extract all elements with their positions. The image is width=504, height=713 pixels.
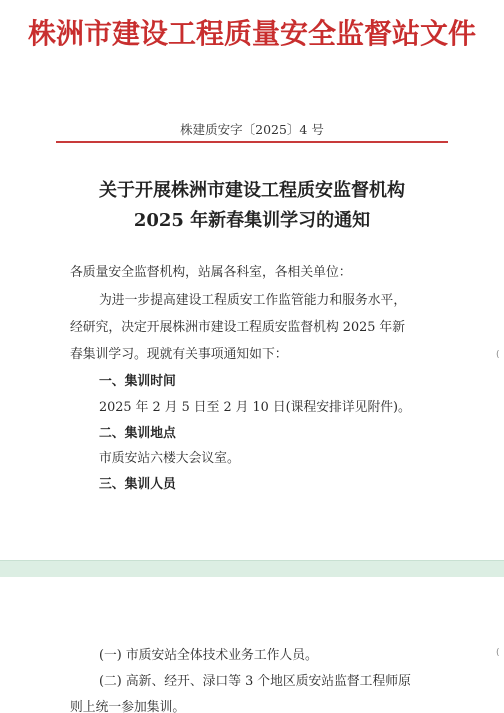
intro-line-1: 为进一步提高建设工程质安工作监管能力和服务水平，	[99, 293, 407, 308]
masthead-title: 株洲市建设工程质量安全监督站文件	[27, 17, 476, 50]
notice-title-line-1: 关于开展株洲市建设工程质安监督机构	[99, 180, 405, 201]
intro-line-2: 经研究，决定开展株洲市建设工程质安监督机构 2025 年新	[70, 320, 406, 335]
notice-title-line-2: 2025 年新春集训学习的通知	[133, 210, 371, 231]
intro-line-3: 春集训学习。现就有关事项通知如下：	[70, 347, 288, 362]
personnel-item-2-line-2: 则上统一参加集训。	[70, 700, 186, 713]
personnel-item-1: (一) 市质安站全体技术业务工作人员。	[99, 648, 318, 663]
addressee-line: 各质量安全监督机构，站属各科室，各相关单位：	[70, 265, 352, 280]
margin-mark: (	[496, 648, 500, 658]
page-separator	[0, 560, 504, 578]
section-heading-personnel: 三、集训人员	[99, 477, 176, 492]
personnel-item-2-line-1: (二) 高新、经开、渌口等 3 个地区质安站监督工程师原	[99, 674, 411, 689]
document-page-2	[0, 577, 504, 713]
document-number: 株建质安字〔2025〕4 号	[180, 122, 324, 137]
section-heading-time: 一、集训时间	[99, 374, 176, 389]
section-body-time: 2025 年 2 月 5 日至 2 月 10 日(课程安排详见附件)。	[99, 400, 411, 415]
section-body-location: 市质安站六楼大会议室。	[99, 451, 240, 466]
section-heading-location: 二、集训地点	[99, 426, 176, 441]
margin-mark: (	[496, 350, 500, 360]
red-divider-line	[56, 141, 448, 143]
